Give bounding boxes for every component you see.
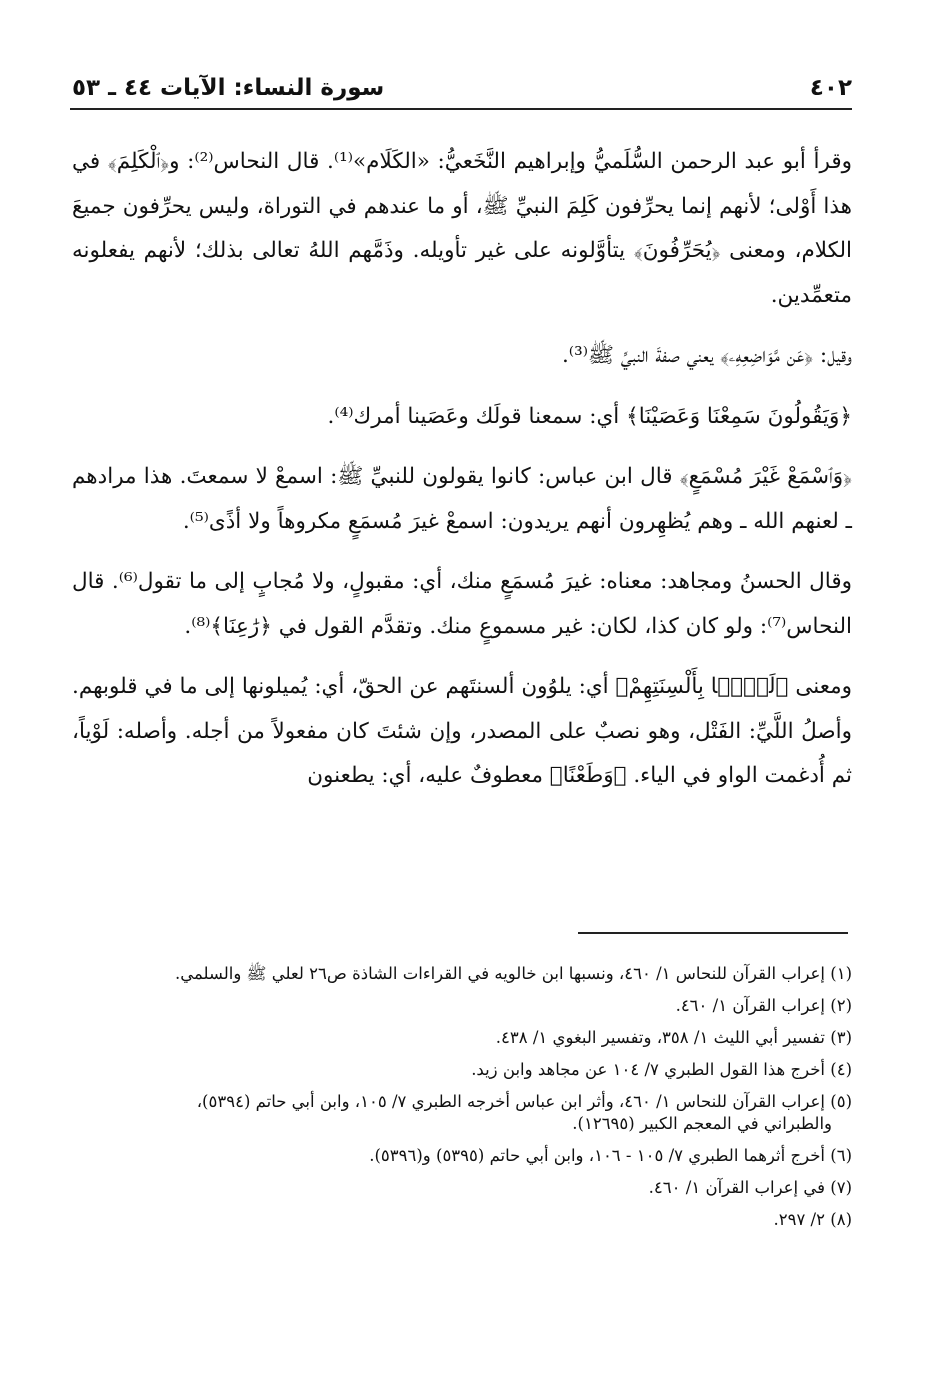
- footnote: [72, 1177, 852, 1199]
- footnote-continuation: والطبراني في المعجم الكبير (١٢٦٩٥).: [572, 1114, 832, 1133]
- footnote-text: أخرج أثرهما الطبري ٧/ ١٠٥ - ١٠٦، وابن أبي حاتم (٥٣٩٥) و(٥٣٩٦).: [369, 1146, 825, 1165]
- footnote-text: إعراب القرآن للنحاس ١/ ٤٦٠، ونسبها ابن خالويه في القراءات الشاذة ص٢٦ لعلي ﷺ والسلمي.: [175, 964, 825, 983]
- page-header: [72, 68, 852, 108]
- main-text: [72, 140, 852, 799]
- footnote-number: (٥): [830, 1092, 852, 1111]
- footnote-number: (٦): [830, 1146, 852, 1165]
- paragraph: وقيل: ﴿عَن مَّوَاضِعِهِۦ﴾ يعني صفةَ النبيِّ ﷺ⁽³⁾.: [561, 343, 852, 368]
- footnote-text: ٢/ ٢٩٧.: [773, 1210, 825, 1229]
- footnotes: [72, 963, 852, 1241]
- footnote: [72, 1209, 852, 1231]
- footnote: [72, 1091, 852, 1135]
- footnote-number: (٤): [830, 1060, 852, 1079]
- footnote-number: (٧): [830, 1178, 852, 1197]
- footnote-number: (١): [830, 964, 852, 983]
- page-number: ٤٠٢: [809, 75, 852, 101]
- footnote-text: إعراب القرآن للنحاس ١/ ٤٦٠، وأثر ابن عباس أخرجه الطبري ٧/ ١٠٥، وابن أبي حاتم (٥٣٩٤)،: [196, 1092, 825, 1111]
- footnote-text: أخرج هذا القول الطبري ٧/ ١٠٤ عن مجاهد وابن زيد.: [471, 1060, 825, 1079]
- paragraph: وقرأ أبو عبد الرحمن السُّلَميُّ وإبراهيم النَّخَعيُّ: «الكَلَام»⁽¹⁾. قال النحاس⁽²⁾: و﴿ٱلْكَلِمَ﴾ في هذا أَوْلى؛ لأنهم إنما يحرِّفون كَلِمَ النبيِّ ﷺ، أو ما عندهم في التوراة، وليس يحرِّفون جميعَ الكلام، ومعنى ﴿يُحَرِّفُونَ﴾ يتأوَّلونه على غير تأويله. وذَمَّهم اللهُ تعالى بذلك؛ لأنهم يفعلونه متعمِّدين.: [72, 149, 852, 308]
- footnote-divider: [578, 932, 848, 934]
- header-divider: [70, 108, 852, 110]
- footnote-number: (٣): [830, 1028, 852, 1047]
- footnote: [72, 1145, 852, 1167]
- paragraph: ﴿وَيَقُولُونَ سَمِعْنَا وَعَصَيْنَا﴾ أي: سمعنا قولَك وعَصَينا أمرك⁽⁴⁾.: [327, 403, 852, 429]
- footnote: [72, 1027, 852, 1049]
- footnote-text: تفسير أبي الليث ١/ ٣٥٨، وتفسير البغوي ١/ ٤٣٨.: [495, 1028, 825, 1047]
- footnote-number: (٢): [830, 996, 852, 1015]
- paragraph: ومعنى ﴿لَيًّۢا بِأَلْسِنَتِهِمْ﴾ أي: يلوُون ألسنتَهم عن الحقّ، أي: يُميلونها إلى ما في قلوبهم. وأصلُ اللَّيِّ: الفَتْل، وهو نصبٌ على المصدر، وإن شئتَ كان مفعولاً من أجله. وأصله: لَوْياً، ثم أُدغمت الواو في الياء. ﴿وَطَعْنًا﴾ معطوفٌ عليه، أي: يطعنون: [72, 674, 852, 788]
- footnote: [72, 1059, 852, 1081]
- footnote-text: إعراب القرآن ١/ ٤٦٠.: [675, 996, 825, 1015]
- footnote-number: (٨): [830, 1210, 852, 1229]
- footnote-text: في إعراب القرآن ١/ ٤٦٠.: [648, 1178, 825, 1197]
- paragraph: ﴿وَٱسْمَعْ غَيْرَ مُسْمَعٍ﴾ قال ابن عباس: كانوا يقولون للنبيِّ ﷺ: اسمعْ لا سمعتَ. هذا مرادهم ـ لعنهم الله ـ وهم يُظهِرون أنهم يريدون: اسمعْ غيرَ مُسمَعٍ مكروهاً ولا أذًى⁽⁵⁾.: [72, 464, 852, 534]
- footnote: [72, 995, 852, 1017]
- running-title: سورة النساء: الآيات ٤٤ ـ ٥٣: [72, 75, 385, 101]
- footnote: [72, 963, 852, 985]
- paragraph: وقال الحسنُ ومجاهد: معناه: غيرَ مُسمَعٍ منك، أي: مقبولٍ، ولا مُجابٍ إلى ما تقول⁽⁶⁾. قال النحاس⁽⁷⁾: ولو كان كذا، لكان: غير مسموعٍ منك. وتقدَّم القول في ﴿رَٰعِنَا﴾⁽⁸⁾.: [72, 569, 852, 639]
